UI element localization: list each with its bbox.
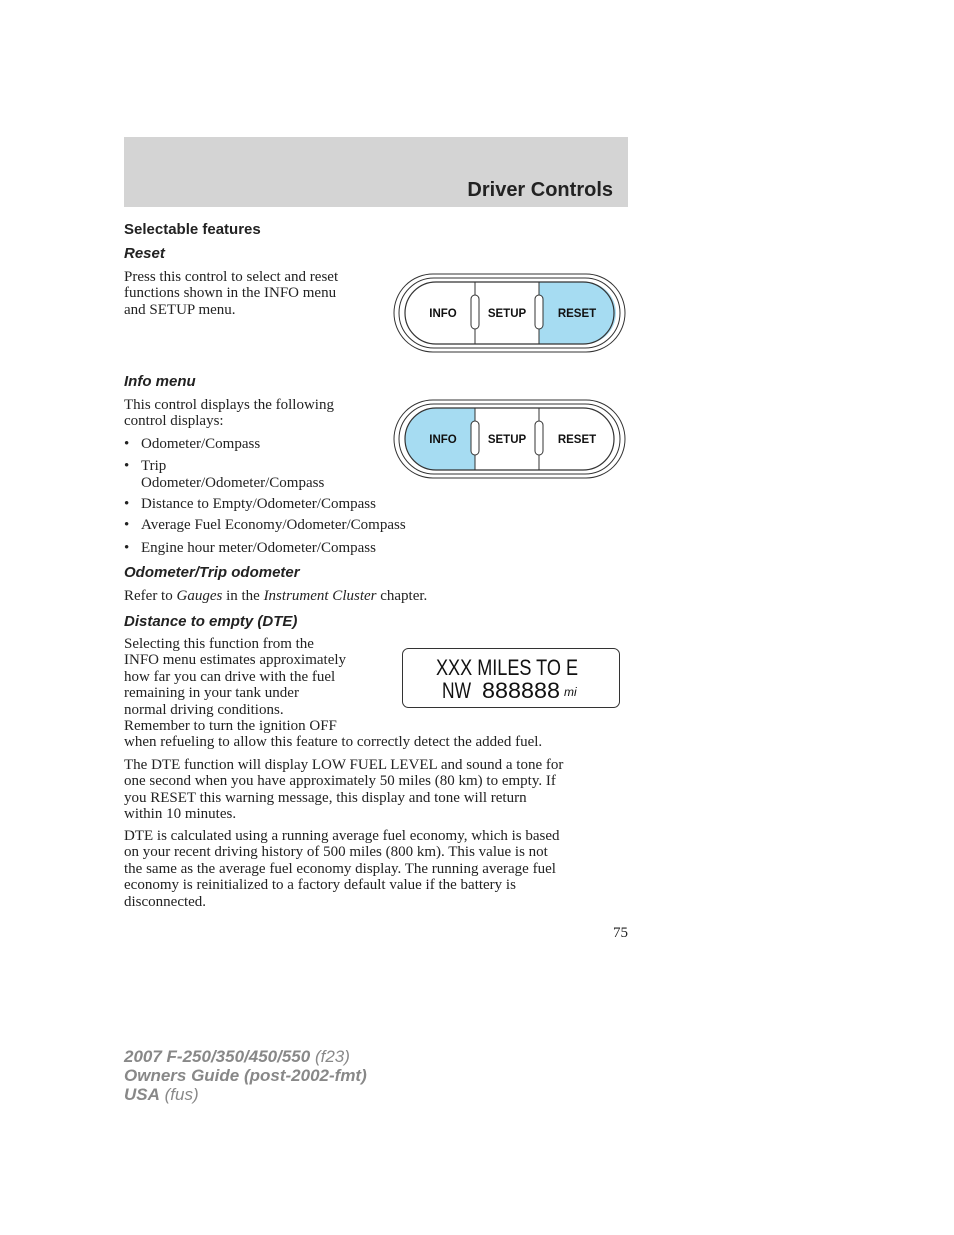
text-line: within 10 minutes. <box>124 806 237 823</box>
setup-button-label: SETUP <box>487 434 527 446</box>
display-direction: NW <box>442 678 472 703</box>
section-title-selectable: Selectable features <box>124 221 261 238</box>
text-line: the same as the average fuel economy display. The running average fuel <box>124 860 556 877</box>
text-line: Selecting this function from the <box>124 636 314 652</box>
text-line: one second when you have approximately 50 miles (80 km) to empty. If <box>124 773 556 790</box>
info-control-illustration <box>393 399 626 479</box>
text-line: remaining in your tank under <box>124 685 299 702</box>
text-line: you RESET this warning message, this display and tone will return <box>124 789 527 806</box>
text-line: functions shown in the INFO menu <box>124 285 337 302</box>
subsection-title-reset: Reset <box>124 245 165 262</box>
info-button-label: INFO <box>429 308 457 320</box>
subsection-title-dte: Distance to empty (DTE) <box>124 613 298 630</box>
page-number: 75 <box>613 925 628 941</box>
subsection-title-odometer: Odometer/Trip odometer <box>124 564 300 581</box>
text-line: DTE is calculated using a running average fuel economy, which is based <box>124 828 560 844</box>
reset-control-illustration <box>393 273 626 353</box>
display-unit: mi <box>564 685 577 699</box>
subsection-title-info-menu: Info menu <box>124 373 196 390</box>
text-line: Press this control to select and reset <box>124 269 339 285</box>
text-line: This control displays the following <box>124 397 334 413</box>
footer <box>124 1047 367 1104</box>
text-line: on your recent driving history of 500 miles (800 km). This value is not <box>124 844 548 861</box>
display-odometer: 888888 <box>482 678 560 703</box>
text-line: and SETUP menu. <box>124 301 236 318</box>
footer-line-2: Owners Guide (post-2002-fmt) <box>124 1066 367 1085</box>
text-line: control displays: <box>124 413 224 430</box>
header-band <box>124 137 628 207</box>
setup-button-label: SETUP <box>487 308 527 320</box>
reset-description <box>124 269 394 318</box>
dte-paragraph-3 <box>124 828 634 910</box>
info-menu-description <box>124 397 394 430</box>
text-line: INFO menu estimates approximately <box>124 652 347 669</box>
text-line: economy is reinitialized to a factory default value if the battery is <box>124 877 516 894</box>
text-line: normal driving conditions. <box>124 701 284 718</box>
reset-button-label: RESET <box>557 434 597 446</box>
text-line: Remember to turn the ignition OFF <box>124 718 337 735</box>
footer-line-1: 2007 F-250/350/450/550 (f23) <box>124 1047 350 1066</box>
text-line: how far you can drive with the fuel <box>124 668 336 685</box>
page-title: Driver Controls <box>467 179 613 201</box>
text-line: disconnected. <box>124 893 207 910</box>
dte-display-illustration <box>402 648 621 710</box>
dte-paragraph-2 <box>124 757 634 823</box>
display-line-1: XXX MILES TO E <box>436 655 578 680</box>
odometer-description: Refer to Gauges in the Instrument Cluster chapter. <box>124 588 428 604</box>
text-line: The DTE function will display LOW FUEL LEVEL and sound a tone for <box>124 757 564 773</box>
footer-line-3: USA (fus) <box>124 1085 199 1104</box>
info-button-label: INFO <box>429 434 457 446</box>
text-line: when refueling to allow this feature to correctly detect the added fuel. <box>124 734 543 751</box>
reset-button-label: RESET <box>557 308 597 320</box>
